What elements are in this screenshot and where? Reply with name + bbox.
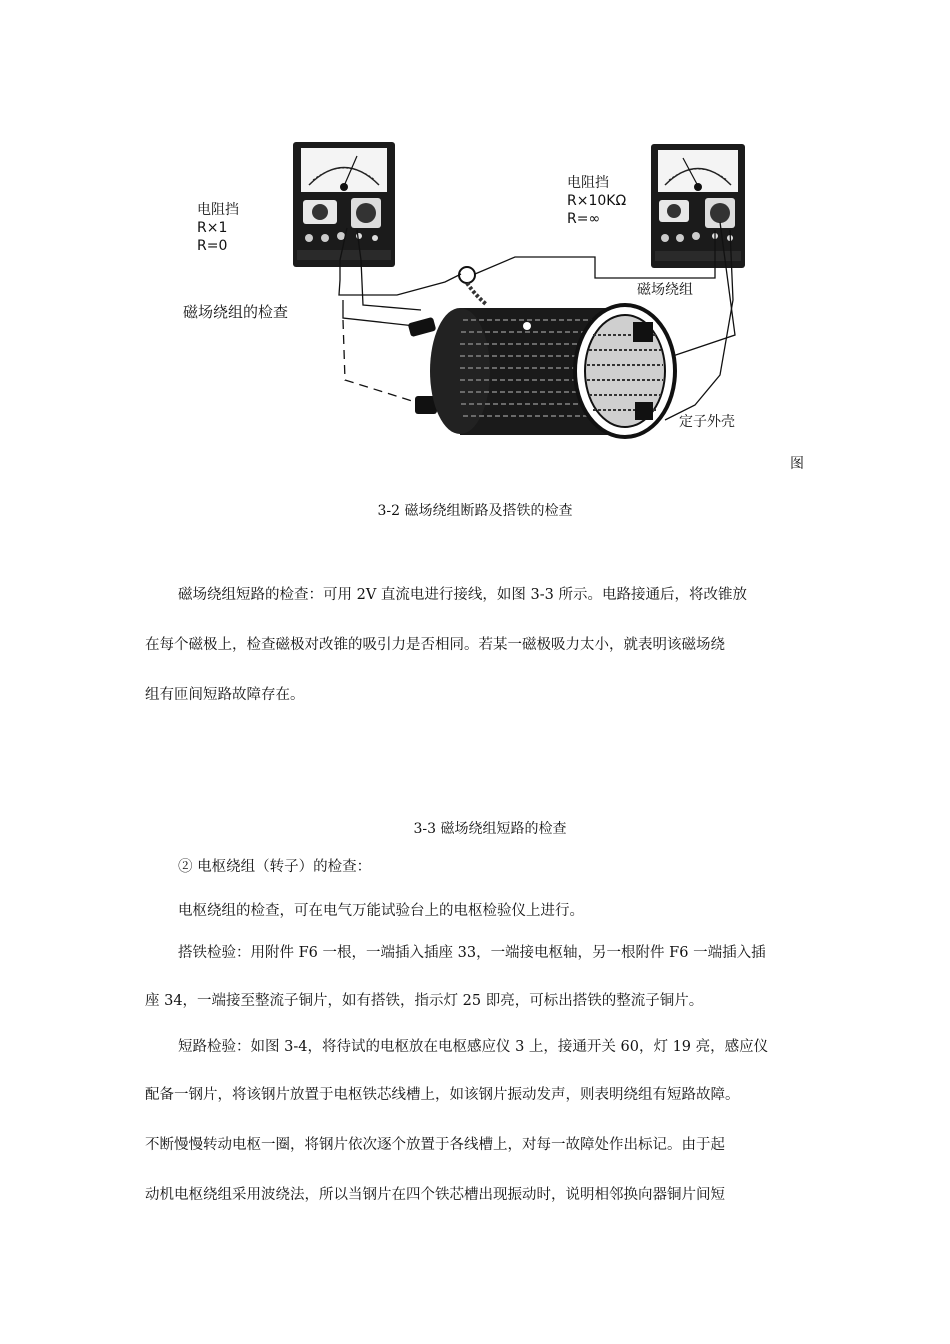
left-meter-scale-label: R×1 (197, 220, 228, 236)
paragraph-line: 在每个磁极上，检查磁极对改锥的吸引力是否相同。若某一磁极吸力太小，就表明该磁场绕 (145, 637, 725, 653)
paragraph-line: 电枢绕组的检查，可在电气万能试验台上的电枢检验仪上进行。 (178, 903, 584, 919)
section-heading: ② 电枢绕组（转子）的检查： (178, 859, 372, 875)
left-multimeter-icon (293, 142, 395, 267)
paragraph-line: 动机电枢绕组采用波绕法，所以当钢片在四个铁芯槽出现振动时，说明相邻换向器铜片间短 (145, 1187, 725, 1203)
figure-3-2 (175, 130, 775, 450)
right-meter-reading-label: R=∞ (567, 211, 601, 227)
paragraph-line: 磁场绕组短路的检查：可用 2V 直流电进行接线，如图 3-3 所示。电路接通后，将改锥放 (178, 587, 747, 603)
paragraph-line: 不断慢慢转动电枢一圈，将钢片依次逐个放置于各线槽上，对每一故障处作出标记。由于起 (145, 1137, 725, 1153)
paragraph-line: 组有匝间短路故障存在。 (145, 687, 305, 703)
figure-3-2-caption: 3-2 磁场绕组断路及搭铁的检查 (377, 503, 573, 519)
paragraph-line: 配备一钢片，将该钢片放置于电枢铁芯线槽上，如该钢片振动发声，则表明绕组有短路故障。 (145, 1087, 740, 1103)
left-meter-reading-label: R=0 (197, 238, 228, 254)
figure-prefix: 图 (790, 456, 804, 472)
paragraph-line: 搭铁检验：用附件 F6 一根，一端插入插座 33，一端接电枢轴，另一根附件 F6 一端插入插 (178, 945, 766, 961)
figure-check-label: 磁场绕组的检查 (183, 303, 289, 321)
figure-3-3-caption: 3-3 磁场绕组短路的检查 (413, 821, 567, 837)
left-meter-range-label: 电阻挡 (197, 202, 239, 218)
field-winding-label: 磁场绕组 (637, 282, 693, 298)
right-meter-scale-label: R×10KΩ (567, 193, 627, 209)
right-meter-range-label: 电阻挡 (567, 175, 609, 191)
paragraph-line: 短路检验：如图 3-4，将待试的电枢放在电枢感应仪 3 上，接通开关 60，灯 19 亮，感应仪 (178, 1039, 769, 1055)
stator-housing-icon (430, 305, 675, 437)
stator-housing-label: 定子外壳 (679, 414, 735, 430)
paragraph-line: 座 34，一端接至整流子铜片，如有搭铁，指示灯 25 即亮，可标出搭铁的整流子铜片。 (145, 993, 704, 1009)
